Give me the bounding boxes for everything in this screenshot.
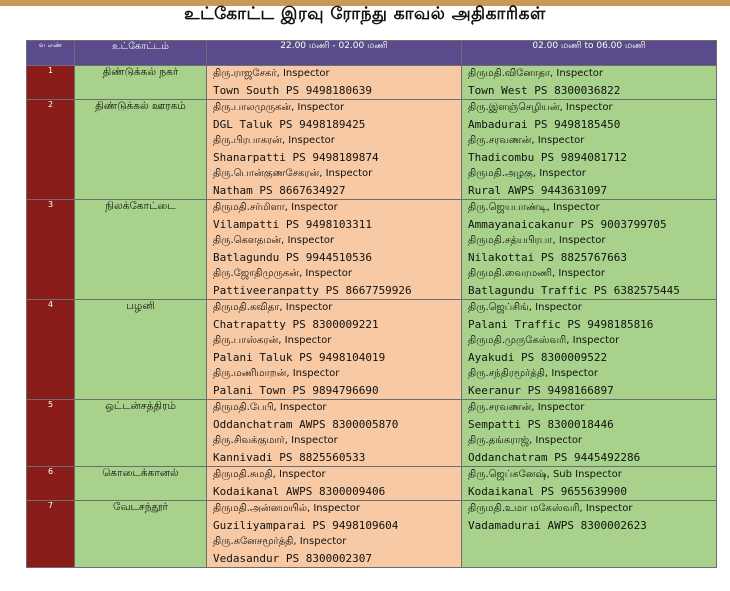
station-phone: Palani Taluk PS 9498104019 bbox=[213, 350, 386, 364]
day-shift-cell bbox=[207, 501, 462, 568]
station-phone: Vedasandur PS 8300002307 bbox=[213, 551, 372, 565]
officer-name: திருமதி.சுமதி, Inspector bbox=[213, 469, 326, 480]
officer-name: திரு.ஜெயபாண்டி, Inspector bbox=[468, 202, 600, 213]
officer-name: திரு.தங்கராஜ், Inspector bbox=[468, 435, 583, 446]
officer-entry bbox=[207, 433, 461, 466]
officer-entry bbox=[462, 266, 716, 299]
station-phone: Ambadurai PS 9498185450 bbox=[468, 117, 621, 131]
station-phone: Kannivadi PS 8825560533 bbox=[213, 450, 366, 464]
officer-name: திருமதி.வினோதா, Inspector bbox=[468, 68, 604, 79]
officer-entry bbox=[207, 534, 461, 567]
night-shift-cell bbox=[462, 467, 717, 501]
officer-name: திருமதி.சர்மிளா, Inspector bbox=[213, 202, 338, 213]
officer-name: திருமதி.அன்னமயில், Inspector bbox=[213, 503, 361, 514]
officer-name: திரு.பாஸ்கரன், Inspector bbox=[213, 335, 332, 346]
header-day-shift: 22.00 மணி - 02.00 மணி bbox=[207, 41, 462, 66]
officer-entry bbox=[207, 100, 461, 133]
night-shift-cell bbox=[462, 66, 717, 100]
table-row bbox=[27, 100, 717, 200]
subdivision-cell: திண்டுக்கல் நகர் bbox=[75, 66, 207, 100]
serial-number-cell: 1 bbox=[27, 66, 75, 100]
officer-name: திரு.சந்திரமூர்த்தி, Inspector bbox=[468, 368, 598, 379]
station-phone: Ayakudi PS 8300009522 bbox=[468, 350, 608, 364]
station-phone: Palani Traffic PS 9498185816 bbox=[468, 317, 654, 331]
serial-number-cell: 7 bbox=[27, 501, 75, 568]
officer-name: திரு.மணிமாறன், Inspector bbox=[213, 368, 340, 379]
serial-number-cell: 3 bbox=[27, 200, 75, 300]
station-phone: Rural AWPS 9443631097 bbox=[468, 183, 608, 197]
day-shift-cell bbox=[207, 300, 462, 400]
officer-entry bbox=[462, 133, 716, 166]
officer-entry bbox=[462, 200, 716, 233]
officer-name: திரு.சரவணன், Inspector bbox=[468, 135, 585, 146]
officer-entry bbox=[462, 501, 716, 534]
station-phone: Batlagundu PS 9944510536 bbox=[213, 250, 372, 264]
station-phone: Shanarpatti PS 9498189874 bbox=[213, 150, 379, 164]
station-phone: Town West PS 8300036822 bbox=[468, 83, 621, 97]
officer-entry bbox=[462, 366, 716, 399]
station-phone: Town South PS 9498180639 bbox=[213, 83, 372, 97]
day-shift-cell bbox=[207, 200, 462, 300]
officer-name: திருமதி.பேபி, Inspector bbox=[213, 402, 327, 413]
table-row bbox=[27, 66, 717, 100]
officer-entry bbox=[462, 333, 716, 366]
officer-entry bbox=[462, 100, 716, 133]
subdivision-cell: பழனி bbox=[75, 300, 207, 400]
officer-entry bbox=[207, 133, 461, 166]
subdivision-cell: திண்டுக்கல் ஊரகம் bbox=[75, 100, 207, 200]
day-shift-cell bbox=[207, 100, 462, 200]
station-phone: Vadamadurai AWPS 8300002623 bbox=[468, 518, 647, 532]
subdivision-cell: ஒட்டன்சத்திரம் bbox=[75, 400, 207, 467]
serial-number-cell: 2 bbox=[27, 100, 75, 200]
header-sno: வ எண் bbox=[27, 41, 75, 66]
officer-name: திரு.ஜெப்கனேஷ், Sub Inspector bbox=[468, 469, 622, 480]
officer-entry bbox=[207, 66, 461, 99]
officer-name: திருமதி.முருகேஸ்வரி, Inspector bbox=[468, 335, 620, 346]
station-phone: Oddanchatram PS 9445492286 bbox=[468, 450, 641, 464]
page-title: உட்கோட்ட இரவு ரோந்து காவல் அதிகாரிகள் bbox=[184, 4, 546, 24]
officer-name: திரு.பிரபாகரன், Inspector bbox=[213, 135, 335, 146]
night-shift-cell bbox=[462, 200, 717, 300]
station-phone: Pattiveeranpatty PS 8667759926 bbox=[213, 283, 412, 297]
serial-number-cell: 4 bbox=[27, 300, 75, 400]
officer-entry bbox=[207, 300, 461, 333]
subdivision-cell: கொடைக்கானல் bbox=[75, 467, 207, 501]
officer-name: திரு.பொன்குணசேகரன், Inspector bbox=[213, 168, 373, 179]
night-shift-cell bbox=[462, 300, 717, 400]
officer-name: திரு.பாலமுருகன், Inspector bbox=[213, 102, 345, 113]
subdivision-cell: வேடசந்தூர் bbox=[75, 501, 207, 568]
officer-name: திருமதி.உமா மகேஸ்வரி, Inspector bbox=[468, 503, 633, 514]
officer-entry bbox=[207, 501, 461, 534]
day-shift-cell bbox=[207, 400, 462, 467]
station-phone: Chatrapatty PS 8300009221 bbox=[213, 317, 379, 331]
officer-name: திரு.ஜோதிமுருகன், Inspector bbox=[213, 268, 352, 279]
officer-entry bbox=[462, 300, 716, 333]
table-row bbox=[27, 400, 717, 467]
table-row bbox=[27, 467, 717, 501]
station-phone: Oddanchatram AWPS 8300005870 bbox=[213, 417, 399, 431]
officer-name: திரு.கௌதமன், Inspector bbox=[213, 235, 335, 246]
officer-entry bbox=[207, 366, 461, 399]
night-patrol-table bbox=[26, 40, 717, 568]
station-phone: Batlagundu Traffic PS 6382575445 bbox=[468, 283, 680, 297]
station-phone: DGL Taluk PS 9498189425 bbox=[213, 117, 366, 131]
station-phone: Ammayanaicakanur PS 9003799705 bbox=[468, 217, 667, 231]
table-row bbox=[27, 300, 717, 400]
officer-entry bbox=[207, 200, 461, 233]
officer-entry bbox=[207, 233, 461, 266]
officer-entry bbox=[207, 400, 461, 433]
officer-entry bbox=[462, 433, 716, 466]
officer-entry bbox=[462, 166, 716, 199]
serial-number-cell: 6 bbox=[27, 467, 75, 501]
subdivision-cell: நிலக்கோட்டை bbox=[75, 200, 207, 300]
officer-name: திரு.கனேசமூர்த்தி, Inspector bbox=[213, 536, 347, 547]
officer-entry bbox=[462, 400, 716, 433]
officer-entry bbox=[207, 333, 461, 366]
officer-name: திரு.இளஞ்செழியன், Inspector bbox=[468, 102, 613, 113]
officer-name: திருமதி.சத்யபிரபா, Inspector bbox=[468, 235, 606, 246]
officer-entry bbox=[462, 467, 716, 500]
officer-name: திருமதி.அழகு, Inspector bbox=[468, 168, 586, 179]
station-phone: Keeranur PS 9498166897 bbox=[468, 383, 614, 397]
station-phone: Nilakottai PS 8825767663 bbox=[468, 250, 627, 264]
officer-name: திருமதி.கவிதா, Inspector bbox=[213, 302, 333, 313]
officer-name: திரு.ஜெப்சிங், Inspector bbox=[468, 302, 582, 313]
officer-entry bbox=[207, 166, 461, 199]
station-phone: Vilampatti PS 9498103311 bbox=[213, 217, 372, 231]
header-night-shift: 02.00 மணி to 06.00 மணி bbox=[462, 41, 717, 66]
officer-entry bbox=[462, 66, 716, 99]
officer-name: திரு.ராஜசேகர், Inspector bbox=[213, 68, 330, 79]
table-row bbox=[27, 501, 717, 568]
officer-name: திருமதி.வைரமணி, Inspector bbox=[468, 268, 606, 279]
station-phone: Kodaikanal AWPS 8300009406 bbox=[213, 484, 386, 498]
officer-name: திரு.சரவணன், Inspector bbox=[468, 402, 585, 413]
station-phone: Sempatti PS 8300018446 bbox=[468, 417, 614, 431]
table-row bbox=[27, 200, 717, 300]
station-phone: Natham PS 8667634927 bbox=[213, 183, 346, 197]
station-phone: Thadicombu PS 9894081712 bbox=[468, 150, 627, 164]
officer-name: திரு.சிவக்குமார், Inspector bbox=[213, 435, 338, 446]
station-phone: Kodaikanal PS 9655639900 bbox=[468, 484, 627, 498]
serial-number-cell: 5 bbox=[27, 400, 75, 467]
officer-entry bbox=[462, 233, 716, 266]
day-shift-cell bbox=[207, 467, 462, 501]
night-shift-cell bbox=[462, 400, 717, 467]
night-shift-cell bbox=[462, 501, 717, 568]
officer-entry bbox=[207, 467, 461, 500]
header-row bbox=[27, 41, 717, 66]
station-phone: Guziliyamparai PS 9498109604 bbox=[213, 518, 399, 532]
station-phone: Palani Town PS 9894796690 bbox=[213, 383, 379, 397]
officer-entry bbox=[207, 266, 461, 299]
day-shift-cell bbox=[207, 66, 462, 100]
night-shift-cell bbox=[462, 100, 717, 200]
header-area: உட்கோட்டம் bbox=[75, 41, 207, 66]
